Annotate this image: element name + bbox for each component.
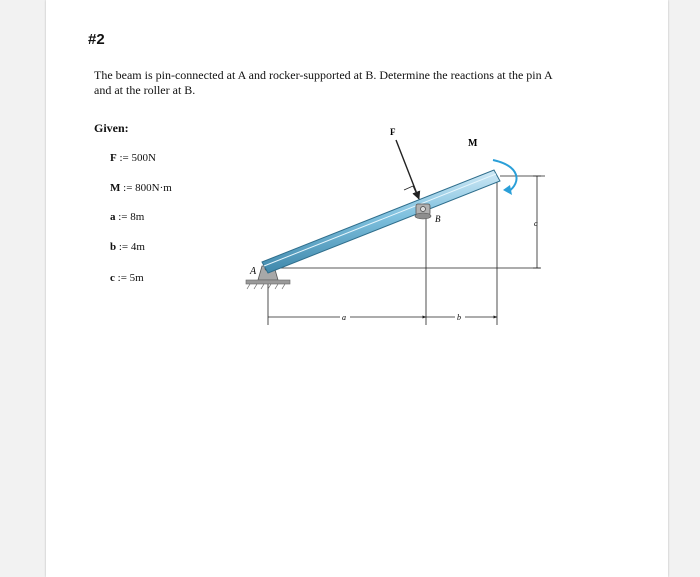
- label-dim-a: a: [342, 313, 346, 322]
- given-label: Given:: [94, 121, 129, 135]
- label-A: A: [250, 266, 257, 277]
- label-dim-b: b: [457, 313, 461, 322]
- problem-statement-line-2: and at the roller at B.: [94, 83, 196, 97]
- label-dim-c: c: [534, 219, 538, 228]
- beam: [262, 170, 500, 273]
- given-operator: :=: [118, 241, 129, 253]
- given-operator: :=: [119, 152, 129, 164]
- label-F: F: [390, 127, 396, 137]
- given-operator: :=: [117, 272, 127, 284]
- force-F-arrow: [396, 140, 419, 199]
- given-symbol: M: [110, 182, 121, 194]
- given-value: 8m: [130, 211, 145, 223]
- given-value: 4m: [130, 241, 145, 253]
- problem-number: #2: [88, 31, 105, 48]
- given-operator: :=: [118, 211, 128, 223]
- given-symbol: F: [110, 152, 117, 164]
- given-operator: :=: [123, 182, 133, 194]
- given-value: 800N·m: [135, 182, 172, 194]
- given-symbol: b: [110, 241, 117, 253]
- given-value: 5m: [129, 272, 144, 284]
- given-value: 500N: [131, 152, 156, 164]
- rocker-support-B: [415, 204, 431, 219]
- problem-statement-line-1: The beam is pin-connected at A and rocker-supported at B. Determine the reactions at the pin A: [94, 68, 553, 82]
- label-M: M: [468, 138, 478, 149]
- given-symbol: a: [110, 211, 116, 223]
- given-symbol: c: [110, 272, 115, 284]
- label-B: B: [435, 214, 441, 224]
- moment-M-arrowhead: [503, 185, 512, 195]
